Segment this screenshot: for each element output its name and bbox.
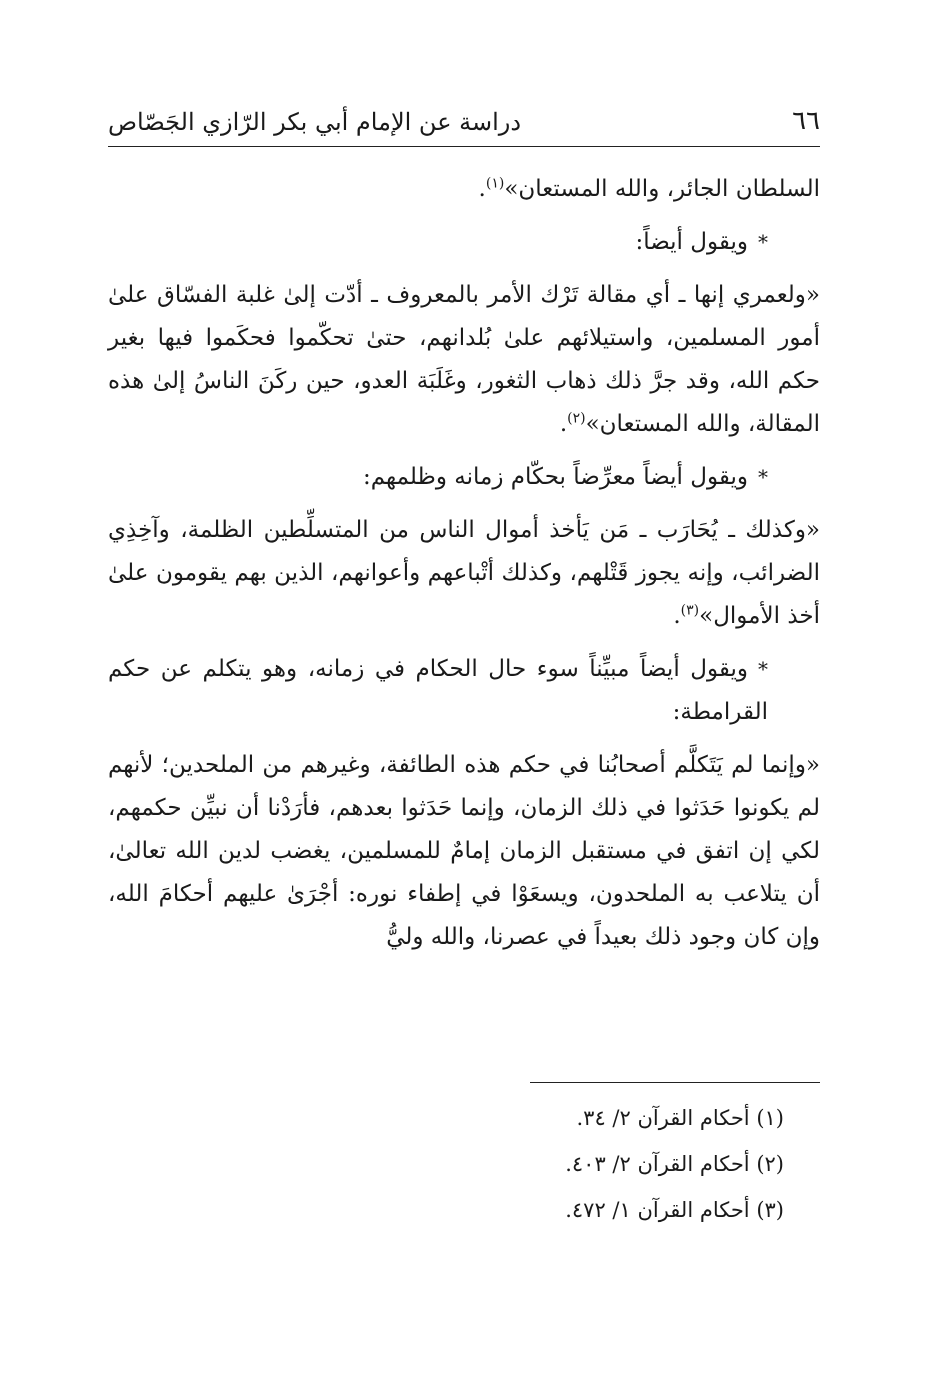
asterisk-icon: * bbox=[758, 465, 768, 489]
intro-text: ويقول أيضاً: bbox=[635, 229, 748, 255]
footnote-item: (٢) أحكام القرآن ٢/ ٤٠٣. bbox=[565, 1152, 784, 1176]
intro-text: ويقول أيضاً مبيِّناً سوء حال الحكام في زمانه، وهو يتكلم عن حكم القرامطة: bbox=[108, 656, 768, 725]
page-number: ٦٦ bbox=[792, 106, 820, 136]
quote-text: «وكذلك ـ يُحَارَب ـ مَن يَأخذ أموال الناس من المتسلِّطين الظلمة، وآخِذِي الضرائب، وإنه يجوز قَتْلهم، وكذلك أتْباعهم وأعوانهم، الذين بهم يقومون علىٰ أخذ الأموال» bbox=[108, 517, 820, 629]
quote-paragraph: «وكذلك ـ يُحَارَب ـ مَن يَأخذ أموال الناس من المتسلِّطين الظلمة، وآخِذِي الضرائب، وإنه يجوز قَتْلهم، وكذلك أتْباعهم وأعوانهم، الذين بهم يقومون علىٰ أخذ الأموال»$^{(٣)}$. bbox=[108, 517, 820, 629]
footnotes bbox=[108, 1095, 784, 1233]
page-header bbox=[108, 100, 820, 147]
intro-line bbox=[108, 648, 820, 734]
intro-text: ويقول أيضاً معرِّضاً بحكّام زمانه وظلمهم: bbox=[362, 464, 748, 490]
body-text bbox=[108, 168, 820, 969]
footnote-item: (٣) أحكام القرآن ١/ ٤٧٢. bbox=[565, 1198, 784, 1222]
quote-text: «ولعمري إنها ـ أي مقالة تَرْك الأمر بالمعروف ـ أدّت إلىٰ غلبة الفسّاق علىٰ أمور المسلمين، واستيلائهم علىٰ بُلدانهم، حتىٰ تحكّموا فحكَموا فيها بغير حكم الله، وقد جرَّ ذلك ذهاب الثغور، وغَلَبَة العدو، حين ركَنَ الناسُ إلىٰ هذه المقالة، والله المستعان» bbox=[108, 282, 820, 437]
intro-line bbox=[108, 456, 820, 499]
footnote-separator bbox=[530, 1082, 820, 1083]
quote-text: «وإنما لم يَتَكلَّم أصحابُنا في حكم هذه الطائفة، وغيرهم من الملحدين؛ لأنهم لم يكونوا حَدَثوا في ذلك الزمان، وإنما حَدَثوا بعدهم، فأرَدْنا أن نبيِّن حكمهم، لكي إن اتفق في مستقبل الزمان إمامٌ للمسلمين، يغضب لدين الله تعالىٰ، أن يتلاعب به الملحدون، ويسعَوْا في إطفاء نوره: أجْرَىٰ عليهم أحكامَ الله، وإن كان وجود ذلك بعيداً في عصرنا، والله وليُّ bbox=[108, 752, 820, 950]
quote-paragraph: «ولعمري إنها ـ أي مقالة تَرْك الأمر بالمعروف ـ أدّت إلىٰ غلبة الفسّاق علىٰ أمور المسلمين، واستيلائهم علىٰ بُلدانهم، حتىٰ تحكّموا فحكَموا فيها بغير حكم الله، وقد جرَّ ذلك ذهاب الثغور، وغَلَبَة العدو، حين ركَنَ الناسُ إلىٰ هذه المقالة، والله المستعان»$^{(٢)}$. bbox=[108, 282, 820, 437]
intro-line bbox=[108, 221, 820, 264]
asterisk-icon: * bbox=[758, 657, 768, 681]
footnote-item: (١) أحكام القرآن ٢/ ٣٤. bbox=[576, 1106, 784, 1130]
asterisk-icon: * bbox=[758, 230, 768, 254]
paragraph-text: السلطان الجائر، والله المستعان» bbox=[504, 176, 820, 202]
quote-paragraph bbox=[108, 744, 820, 959]
running-title: دراسة عن الإمام أبي بكر الرّازي الجَصّاص bbox=[108, 108, 522, 136]
footnote-ref: (٣) bbox=[680, 602, 700, 619]
footnote-ref: (٢) bbox=[567, 410, 586, 427]
paragraph-continuation: السلطان الجائر، والله المستعان»$^{(١)}$. bbox=[478, 175, 820, 202]
footnote-ref: (١) bbox=[485, 175, 505, 192]
